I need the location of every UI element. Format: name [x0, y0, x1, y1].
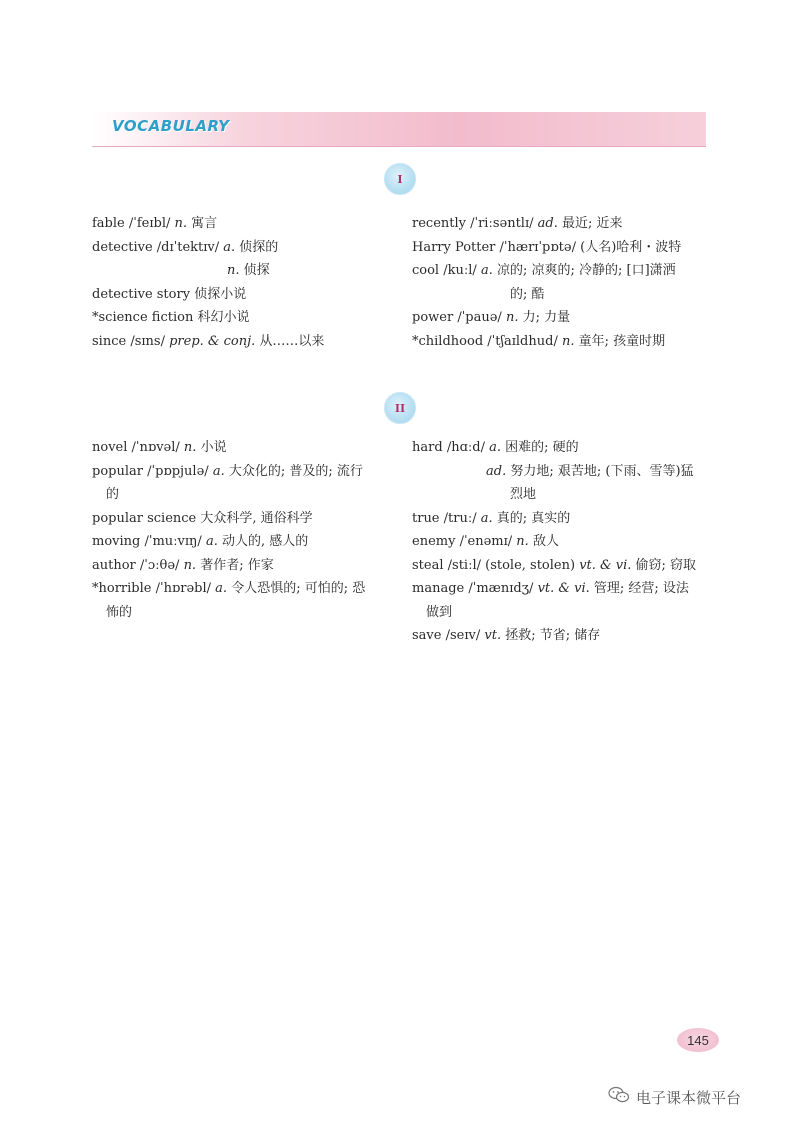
- vocab-entry: Harry Potter /ˈhærɪˈpɒtə/ (人名)哈利・波特: [412, 239, 682, 255]
- section-1-right-column: [412, 212, 712, 353]
- vocab-entry: enemy /ˈenəmɪ/ n. 敌人: [412, 534, 559, 549]
- vocab-entry: author /ˈɔːθə/ n. 著作者; 作家: [92, 557, 274, 573]
- vocab-entry: true /truː/ a. 真的; 真实的: [412, 510, 571, 526]
- vocab-entry-continuation: 的: [106, 487, 120, 502]
- vocab-entry-continuation: 的; 酷: [510, 286, 545, 302]
- watermark-text: 电子课本微平台: [636, 1088, 742, 1107]
- section-badge-2: II: [384, 392, 416, 424]
- wechat-icon: [608, 1086, 630, 1108]
- vocab-entry-continuation: 烈地: [510, 487, 537, 502]
- vocab-entry: steal /stiːl/ (stole, stolen) vt. & vi. 偷窃; 窃取: [412, 557, 697, 573]
- section-badge-1: I: [384, 163, 416, 195]
- vocab-entry: since /sɪns/ prep. & conj. 从……以来: [92, 333, 325, 349]
- section-1-left-column: [92, 212, 392, 353]
- vocab-entry-sense: ad. 努力地; 艰苦地; (下雨、雪等)猛: [486, 463, 694, 479]
- vocab-entry: detective /dɪˈtektɪv/ a. 侦探的: [92, 239, 279, 255]
- vocab-entry: fable /ˈfeɪbl/ n. 寓言: [92, 216, 218, 231]
- watermark: [608, 1086, 741, 1108]
- vocab-entry: *horrible /ˈhɒrəbl/ a. 令人恐惧的; 可怕的; 恐: [92, 581, 366, 596]
- vocab-entry: *childhood /ˈtʃaɪldhud/ n. 童年; 孩童时期: [412, 333, 666, 349]
- vocab-entry-continuation: 怖的: [106, 604, 133, 620]
- vocab-entry: hard /hɑːd/ a. 困难的; 硬的: [412, 440, 579, 455]
- page-number: 145: [677, 1028, 719, 1052]
- vocab-entry: moving /ˈmuːvɪŋ/ a. 动人的, 感人的: [92, 534, 309, 549]
- vocab-entry: power /ˈpauə/ n. 力; 力量: [412, 310, 571, 325]
- vocab-entry: save /seɪv/ vt. 拯救; 节省; 储存: [412, 628, 601, 643]
- vocab-entry: novel /ˈnɒvəl/ n. 小说: [92, 440, 227, 455]
- vocab-entry: *science fiction 科幻小说: [92, 310, 250, 325]
- vocab-entry: recently /ˈriːsəntlɪ/ ad. 最近; 近来: [412, 216, 623, 231]
- vocabulary-title: VOCABULARY: [112, 117, 230, 135]
- vocab-entry-sense: n. 侦探: [227, 263, 270, 278]
- section-2-right-column: [412, 436, 712, 648]
- vocab-entry: detective story 侦探小说: [92, 286, 247, 302]
- vocab-entry: manage /ˈmænɪdʒ/ vt. & vi. 管理; 经营; 设法: [412, 581, 689, 596]
- vocab-entry-continuation: 做到: [426, 604, 453, 620]
- vocab-entry: popular /ˈpɒpjulə/ a. 大众化的; 普及的; 流行: [92, 463, 363, 479]
- section-2-left-column: [92, 436, 392, 624]
- vocab-entry: popular science 大众科学, 通俗科学: [92, 510, 313, 526]
- vocab-entry: cool /kuːl/ a. 凉的; 凉爽的; 冷静的; [口]潇洒: [412, 263, 676, 278]
